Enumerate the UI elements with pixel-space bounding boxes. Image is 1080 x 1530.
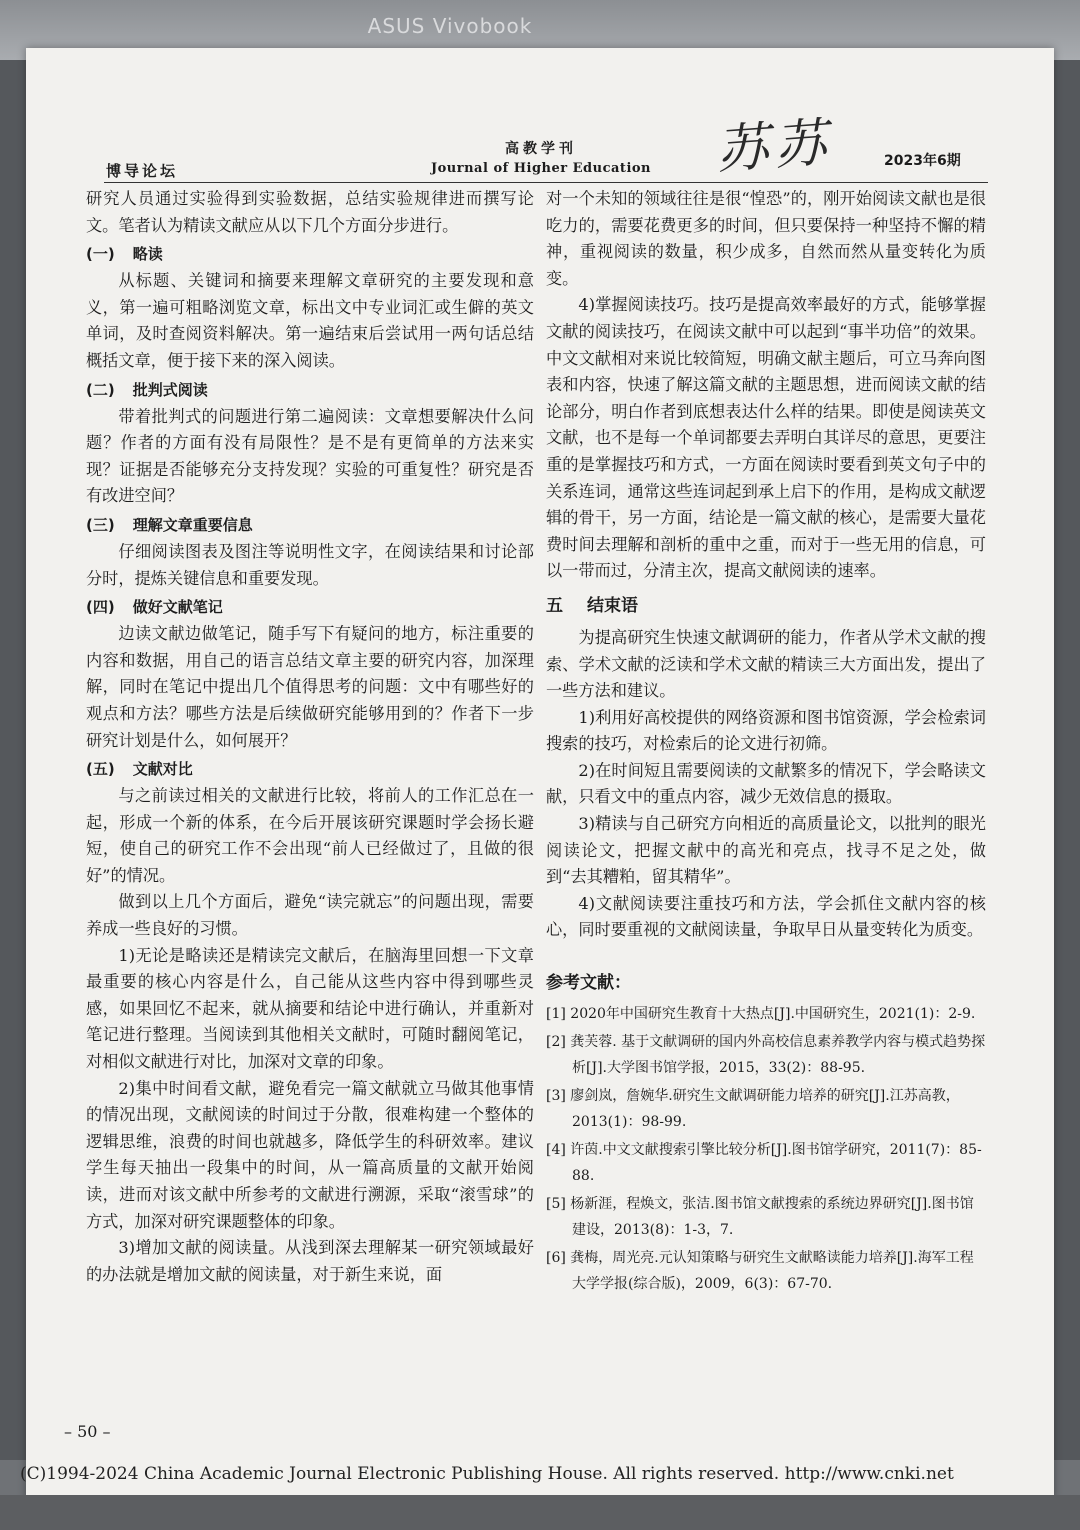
left-column [86, 186, 534, 1288]
journal-masthead [416, 138, 666, 176]
conclusion-heading: 五 结束语 [546, 595, 638, 616]
section-heading: (五) 文献对比 [86, 760, 193, 779]
laptop-brand-logo: ASUS Vivobook [367, 14, 533, 38]
paragraph: 与之前读过相关的文献进行比较，将前人的工作汇总在一起，形成一个新的体系，在今后开展该研究课题时学会扬长避短，使自己的研究工作不会出现“前人已经做过了，且做的很好”的情况。 [86, 786, 534, 885]
habit-item: 1)无论是略读还是精读完文献后，在脑海里回想一下文章最重要的核心内容是什么，自己能从这些内容中得到哪些灵感，如果回忆不起来，就从摘要和结论中进行确认，并重新对笔记进行整理。当阅读到其他相关文献时，可随时翻阅笔记，对相似文献进行对比，加深对文章的印象。 [86, 945, 534, 1072]
reference-item: [5] 杨新涯，程焕文，张洁.图书馆文献搜索的系统边界研究[J].图书馆建设，2013(8)：1-3，7. [546, 1196, 974, 1239]
header-rule [104, 182, 988, 183]
section-heading: (一) 略读 [86, 245, 163, 264]
issue-label: 2023年6期 [884, 153, 961, 169]
column-name: 博导论坛 [106, 162, 179, 180]
section-heading: (三) 理解文章重要信息 [86, 515, 253, 534]
section-heading: (四) 做好文献笔记 [86, 598, 223, 617]
paragraph: 从标题、关键词和摘要来理解文章研究的主要发现和意义，第一遍可粗略浏览文章，标出文中专业词汇或生僻的英文单词，及时查阅资料解决。第一遍结束后尝试用一两句话总结概括文章，便于接下来的深入阅读。 [86, 271, 534, 370]
paragraph: 仔细阅读图表及图注等说明性文字，在阅读结果和讨论部分时，提炼关键信息和重要发现。 [86, 541, 534, 588]
journal-page [20, 48, 1054, 1500]
habit-item: 3)增加文献的阅读量。从浅到深去理解某一研究领域最好的办法就是增加文献的阅读量，对于新生来说，面 [86, 1238, 534, 1284]
paragraph: 对一个未知的领域往往是很“惶恐”的，刚开始阅读文献也是很吃力的，需要花费更多的时间，但只要保持一种坚持不懈的精神，重视阅读的数量，积少成多，自然而然从量变转化为质变。 [546, 189, 986, 288]
reference-item: [4] 许茵.中文文献搜索引擎比较分析[J].图书馆学研究，2011(7)：85-88. [546, 1142, 982, 1185]
page-number: – 50 – [64, 1422, 111, 1441]
right-column [546, 186, 986, 1299]
desk-right-edge [1050, 60, 1080, 1460]
desk-bottom [0, 1495, 1080, 1530]
reference-item: [1] 2020年中国研究生教育十大热点[J].中国研究生，2021(1)：2-9. [546, 1006, 976, 1023]
habit-item: 4)掌握阅读技巧。技巧是提高效率最好的方式，能够掌握文献的阅读技巧，在阅读文献中可以起到“事半功倍”的效果。中文文献相对来说比较简短，明确文献主题后，可立马奔向图表和内容，快速了解这篇文献的主题思想，进而阅读文献的结论部分，明白作者到底想表达什么样的结果。即使是阅读英文文献，也不是每一个单词都要去弄明白其详尽的意思，更要注重的是掌握技巧和方式，一方面在阅读时要看到英文句子中的关系连词，通常这些连词起到承上启下的作用，是构成文献逻辑的骨干，另一方面，结论是一篇文献的核心，是需要大量花费时间去理解和剖析的重中之重，而对于一些无用的信息，可以一带而过，分清主次，提高文献阅读的速率。 [546, 295, 986, 581]
paragraph: 带着批判式的问题进行第二遍阅读：文章想要解决什么问题？作者的方面有没有局限性？是不是有更简单的方法来实现？证据是否能够充分支持发现？实验的可重复性？研究是否有改进空间？ [86, 406, 534, 506]
conclusion-item: 4)文献阅读要注重技巧和方法，学会抓住文献内容的核心，同时要重视的文献阅读量，争取早日从量变转化为质变。 [546, 893, 986, 940]
paragraph: 为提高研究生快速文献调研的能力，作者从学术文献的搜索、学术文献的泛读和学术文献的精读三大方面出发，提出了一些方法和建议。 [546, 627, 986, 701]
handwritten-signature: 苏苏 [714, 113, 835, 181]
copyright-footer: (C)1994-2024 China Academic Journal Electronic Publishing House. All rights reserved. http://www.cnki.net [20, 1464, 954, 1484]
reference-item: [6] 龚梅，周光亮.元认知策略与研究生文献略读能力培养[J].海军工程大学学报(综合版)，2009，6(3)：67-70. [546, 1250, 974, 1293]
references-heading: 参考文献： [546, 973, 631, 994]
paragraph: 边读文献边做笔记，随手写下有疑问的地方，标注重要的内容和数据，用自己的语言总结文章主要的研究内容，加深理解，同时在笔记中提出几个值得思考的问题：文中有哪些好的观点和方法？哪些方法是后续做研究能够用到的？作者下一步研究计划是什么，如何展开？ [86, 624, 534, 750]
conclusion-item: 3)精读与自己研究方向相近的高质量论文，以批判的眼光阅读论文，把握文献中的高光和亮点，找寻不足之处，做到“去其糟粕，留其精华”。 [546, 814, 986, 887]
conclusion-item: 1)利用好高校提供的网络资源和图书馆资源，学会检索词搜索的技巧，对检索后的论文进行初筛。 [546, 707, 986, 754]
journal-title-cn: 高教学刊 [505, 141, 577, 157]
journal-title-en: Journal of Higher Education [430, 161, 651, 176]
paragraph: 做到以上几个方面后，避免“读完就忘”的问题出现，需要养成一些良好的习惯。 [86, 892, 534, 939]
habit-item: 2)集中时间看文献，避免看完一篇文献就立马做其他事情的情况出现，文献阅读的时间过于分散，很难构建一个整体的逻辑思维，浪费的时间也就越多，降低学生的科研效率。建议学生每天抽出一段集中的时间，从一篇高质量的文献开始阅读，进而对该文献中所参考的文献进行溯源，采取“滚雪球”的方式，加深对研究课题整体的印象。 [86, 1078, 534, 1231]
reference-item: [3] 廖剑岚，詹婉华.研究生文献调研能力培养的研究[J].江苏高教，2013(1)：98-99. [546, 1088, 960, 1131]
section-heading: (二) 批判式阅读 [86, 380, 208, 399]
reference-item: [2] 龚芙蓉. 基于文献调研的国内外高校信息素养教学内容与模式趋势探析[J].大学图书馆学报，2015，33(2)：88-95. [546, 1034, 986, 1077]
conclusion-item: 2)在时间短且需要阅读的文献繁多的情况下，学会略读文献，只看文中的重点内容，减少无效信息的摄取。 [546, 760, 986, 807]
paragraph: 研究人员通过实验得到实验数据，总结实验规律进而撰写论文。笔者认为精读文献应从以下几个方面分步进行。 [86, 189, 534, 235]
